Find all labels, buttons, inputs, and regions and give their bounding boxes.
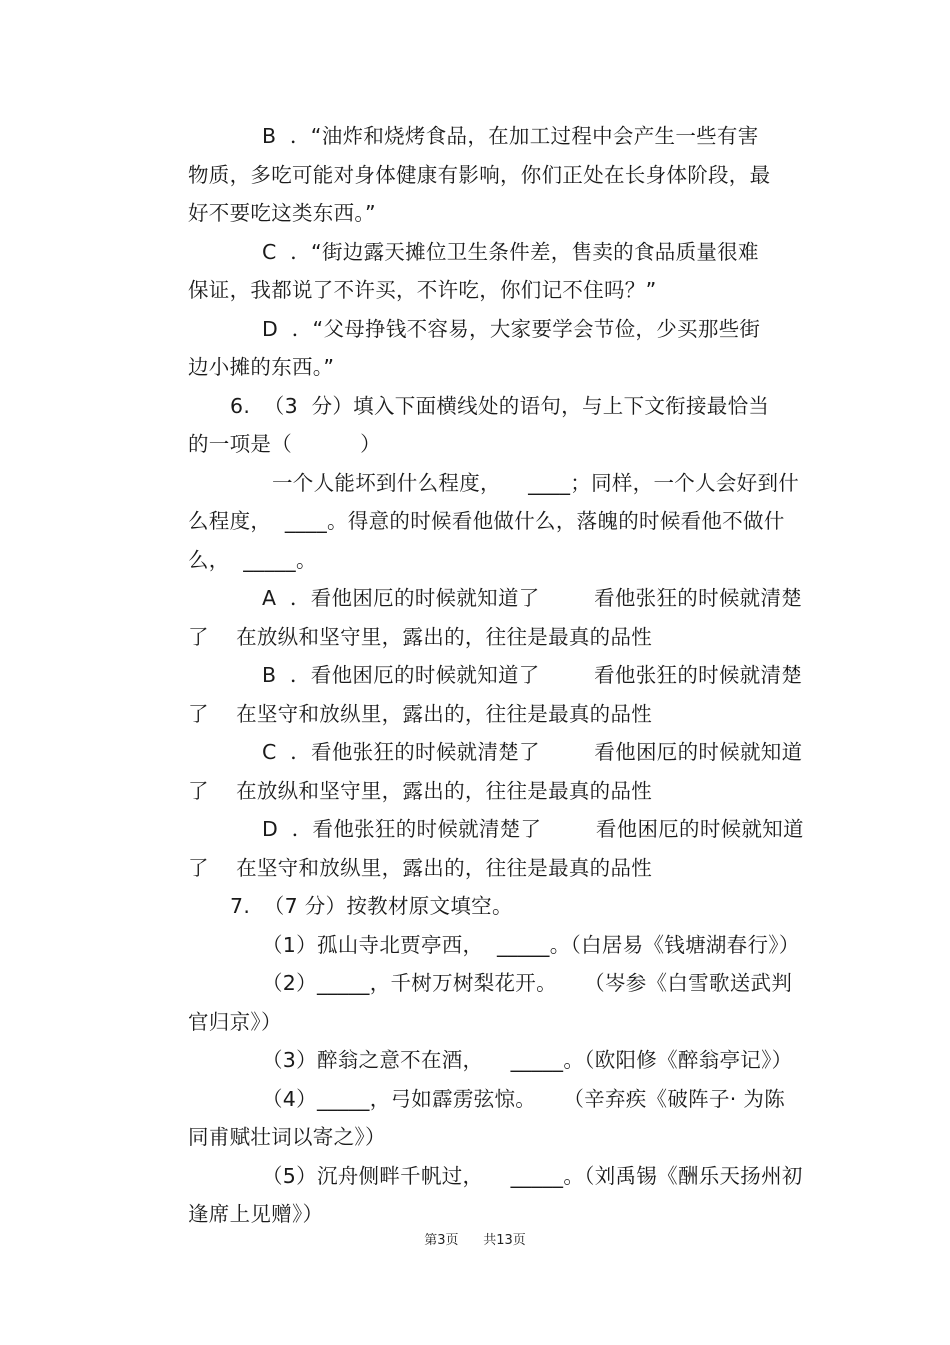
- q7-item-5-line-1: （5）沉舟侧畔千帆过， _____。（刘禹锡《酬乐天扬州初: [262, 1164, 803, 1188]
- question-7-line-1: 7. （7 分）按教材原文填空。: [230, 894, 513, 918]
- q6-option-c-line-1: C ．看他张狂的时候就清楚了 看他困厄的时候就知道: [262, 740, 803, 764]
- q7-item-3: （3）醉翁之意不在酒， _____。（欧阳修《醉翁亭记》）: [262, 1048, 793, 1072]
- page-number: 第3页: [424, 1233, 459, 1248]
- option-b-line-2: 物质，多吃可能对身体健康有影响，你们正处在长身体阶段，最: [188, 163, 771, 187]
- q7-item-5-line-2: 逢席上见赠》）: [188, 1202, 324, 1226]
- q6-option-b-line-2: 了 在坚守和放纵里，露出的，往往是最真的品性: [188, 702, 653, 726]
- option-c-line-2: 保证，我都说了不许买，不许吃，你们记不住吗？”: [188, 278, 657, 302]
- question-6-line-1: 6. （3 分）填入下面横线处的语句，与上下文衔接最恰当: [230, 394, 770, 418]
- q6-option-c-line-2: 了 在放纵和坚守里，露出的，往往是最真的品性: [188, 779, 653, 803]
- passage-line-3: 么， _____。: [188, 548, 317, 572]
- q6-option-d-line-1: D ．看他张狂的时候就清楚了 看他困厄的时候就知道: [262, 817, 804, 841]
- q7-item-4-line-1: （4）_____，弓如霹雳弦惊。 （辛弃疾《破阵子· 为陈: [262, 1087, 785, 1111]
- passage-line-2: 么程度， ____。得意的时候看他做什么，落魄的时候看他不做什: [188, 509, 785, 533]
- passage-line-1: 一个人能坏到什么程度， ____；同样，一个人会好到什: [272, 471, 800, 495]
- question-6-line-2: 的一项是（ ）: [188, 432, 381, 456]
- q6-option-d-line-2: 了 在坚守和放纵里，露出的，往往是最真的品性: [188, 856, 653, 880]
- q7-item-1: （1）孤山寺北贾亭西， _____。（白居易《钱塘湖春行》）: [262, 933, 800, 957]
- q6-option-b-line-1: B ．看他困厄的时候就知道了 看他张狂的时候就清楚: [262, 663, 803, 687]
- option-d-line-2: 边小摊的东西。”: [188, 355, 335, 379]
- page-total: 共13页: [483, 1233, 526, 1248]
- q7-item-4-line-2: 同甫赋壮词以寄之》）: [188, 1125, 386, 1149]
- option-d-line-1: D ．“父母挣钱不容易，大家要学会节俭，少买那些街: [262, 317, 761, 341]
- q7-item-2-line-1: （2）_____，千树万树梨花开。 （岑参《白雪歌送武判: [262, 971, 793, 995]
- option-b-line-3: 好不要吃这类东西。”: [188, 201, 376, 225]
- q6-option-a-line-1: A ．看他困厄的时候就知道了 看他张狂的时候就清楚: [262, 586, 803, 610]
- option-c-line-1: C ．“街边露天摊位卫生条件差，售卖的食品质量很难: [262, 240, 759, 264]
- q6-option-a-line-2: 了 在放纵和坚守里，露出的，往往是最真的品性: [188, 625, 653, 649]
- page-footer: [0, 1232, 950, 1250]
- option-b-line-1: B ．“油炸和烧烤食品，在加工过程中会产生一些有害: [262, 124, 759, 148]
- q7-item-2-line-2: 官归京》）: [188, 1010, 282, 1034]
